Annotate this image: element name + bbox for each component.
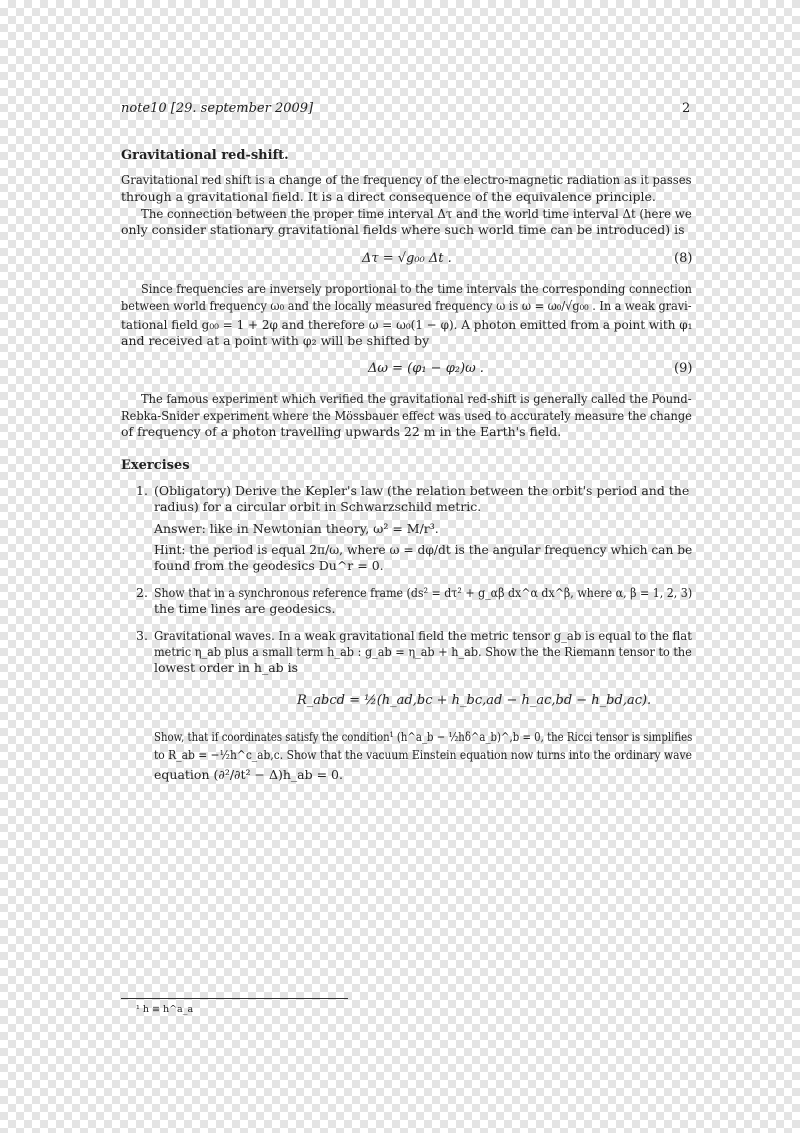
equation-9-number: (9) [674,361,693,376]
equation-8-number: (8) [674,251,693,266]
para3-line-2: Rebka-Snider experiment where the Mössbauer effect was used to accurately measure the change [121,408,692,423]
exercise-1-number: 1. [136,483,148,498]
exercise-3-number: 3. [136,628,148,643]
exercise-2-line-1: Show that in a synchronous reference frame (ds² = dτ² + g_αβ dx^α dx^β, where α, β = 1, 2, 3) [154,585,693,600]
exercise-3-line-2: metric η_ab plus a small term h_ab : g_ab = η_ab + h_ab. Show the the Riemann tensor to the [154,644,692,659]
para2-line-3: tational field g₀₀ = 1 + 2φ and therefore ω = ω₀(1 − φ). A photon emitted from a point with φ₁ [121,317,693,332]
exercise-1-hint-line-2: found from the geodesics Du^r = 0. [154,558,384,573]
exercise-1-answer: Answer: like in Newtonian theory, ω² = M/r³. [154,521,439,536]
exercise-3-line-3: lowest order in h_ab is [154,660,299,675]
footnote: ¹ h ≡ h^a_a [136,1004,194,1015]
exercise-3-line-1: Gravitational waves. In a weak gravitational field the metric tensor g_ab is equal to the flat [154,628,692,643]
exercise-3-line-5: to R_ab = −½h^c_ab,c. Show that the vacuum Einstein equation now turns into the ordinary wave [154,747,692,762]
exercise-1-hint-line-1: Hint: the period is equal 2π/ω, where ω = dφ/dt is the angular frequency which can be [154,542,693,557]
intro-line-1: Gravitational red shift is a change of the frequency of the electro-magnetic radiation as it passes [121,172,692,187]
exercise-2-number: 2. [136,585,148,600]
equation-8: Δτ = √g₀₀ Δt . [362,251,452,266]
intro-line-4: only consider stationary gravitational fields where such world time can be introduced) is [121,222,685,237]
exercise-1-line-2: radius) for a circular orbit in Schwarzschild metric. [154,499,482,514]
exercises-title: Exercises [121,458,190,473]
exercise-3-line-6: equation (∂²/∂t² − Δ)h_ab = 0. [154,767,343,782]
para3-line-1: The famous experiment which verified the gravitational red-shift is generally called the Pound- [141,391,692,406]
intro-line-3: The connection between the proper time interval Δτ and the world time interval Δt (here we [141,206,692,221]
footnote-rule [121,998,348,999]
exercise-1-line-1: (Obligatory) Derive the Kepler's law (the relation between the orbit's period and the [154,483,690,498]
exercise-2-line-2: the time lines are geodesics. [154,601,336,616]
exercise-3-line-4: Show, that if coordinates satisfy the condition¹ (h^a_b − ½hδ^a_b)^,b = 0, the Ricci tensor is simplifies [154,729,693,744]
para2-line-2: between world frequency ω₀ and the locally measured frequency ω is ω = ω₀/√g₀₀ . In a weak gravi- [121,298,692,313]
para2-line-1: Since frequencies are inversely proportional to the time intervals the corresponding connection [141,281,692,296]
equation-9: Δω = (φ₁ − φ₂)ω . [368,361,484,376]
section-title: Gravitational red-shift. [121,148,289,163]
page-number: 2 [682,101,691,116]
para2-line-4: and received at a point with φ₂ will be shifted by [121,333,430,348]
intro-line-2: through a gravitational field. It is a direct consequence of the equivalence principle. [121,189,656,204]
para3-line-3: of frequency of a photon travelling upwards 22 m in the Earth's field. [121,424,562,439]
running-header: note10 [29. september 2009] [121,101,314,116]
riemann-equation: R_abcd = ½(h_ad,bc + h_bc,ad − h_ac,bd − h_bd,ac). [297,693,652,708]
